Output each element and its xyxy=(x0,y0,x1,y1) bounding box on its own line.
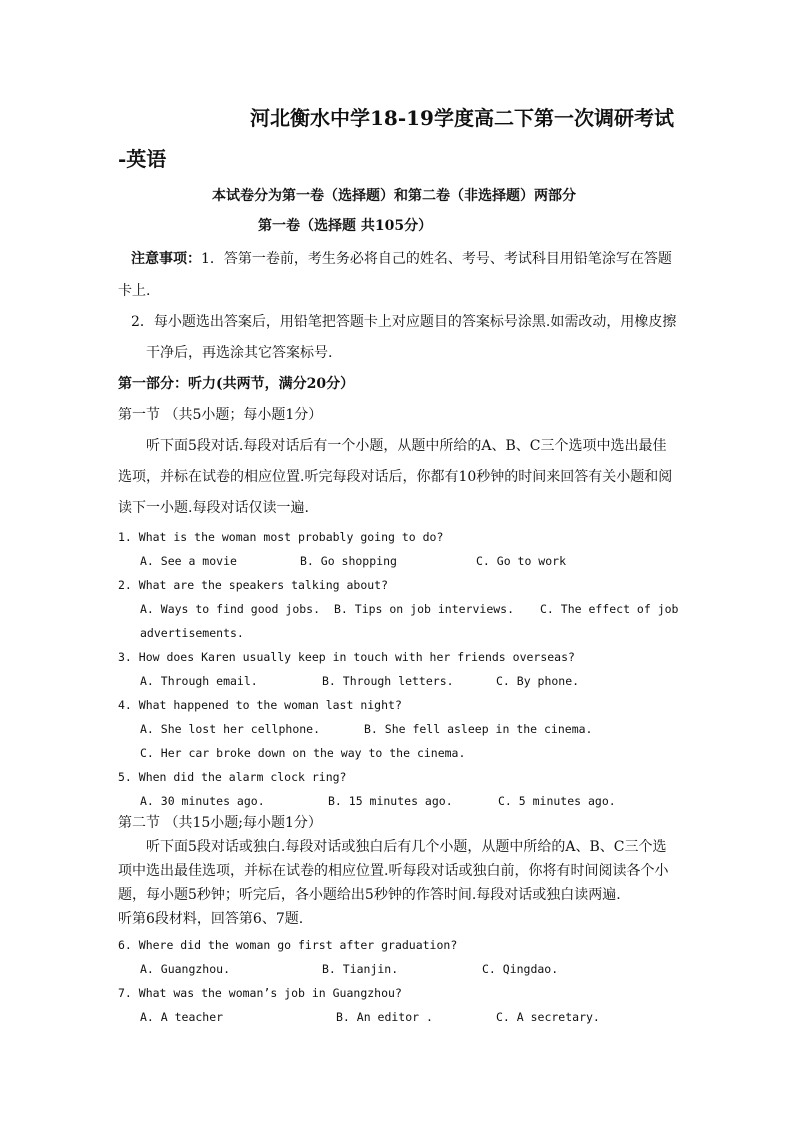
q5-option-b: B. 15 minutes ago. xyxy=(328,794,453,808)
section-2-instruction-2: 项中选出最佳选项，并标在试卷的相应位置.听每段对话或独白前，你将有时间阅读各个小 xyxy=(118,863,669,879)
notice-item-2: 2．每小题选出答案后，用铅笔把答题卡上对应题目的答案标号涂黑.如需改动，用橡皮擦 xyxy=(131,314,677,330)
notice-line-1 xyxy=(131,250,672,268)
exam-subject: -英语 xyxy=(118,147,167,171)
q5-option-c: C. 5 minutes ago. xyxy=(498,794,616,808)
question-1: 1. What is the woman most probably going to do? xyxy=(118,530,444,544)
exam-intro: 本试卷分为第一卷（选择题）和第二卷（非选择题）两部分 xyxy=(212,188,576,204)
question-3: 3. How does Karen usually keep in touch with her friends overseas? xyxy=(118,650,575,664)
section-1-instruction-1: 听下面5段对话.每段对话后有一个小题，从题中所给的A、B、C三个选项中选出最佳 xyxy=(146,438,667,454)
q3-option-c: C. By phone. xyxy=(496,674,580,688)
notice-label: 注意事项： xyxy=(131,251,201,267)
section-1-heading: 第一节 （共5小题；每小题1分） xyxy=(118,407,323,423)
part-1-heading: 第一部分：听力(共两节，满分20分） xyxy=(118,376,355,392)
q4-option-c: C. Her car broke down on the way to the cinema. xyxy=(140,746,466,760)
section-2-instruction-1: 听下面5段对话或独白.每段对话或独白后有几个小题，从题中所给的A、B、C三个选 xyxy=(146,839,667,855)
q4-option-b: B. She fell asleep in the cinema. xyxy=(364,722,593,736)
section-1-instruction-2: 选项，并标在试卷的相应位置.听完每段对话后，你都有10秒钟的时间来回答有关小题和阅 xyxy=(118,469,673,485)
q2-option-a: A. Ways to find good jobs. xyxy=(140,602,321,616)
question-6: 6. Where did the woman go first after graduation? xyxy=(118,938,458,952)
q1-option-c: C. Go to work xyxy=(476,554,567,568)
question-4: 4. What happened to the woman last night? xyxy=(118,698,402,712)
q5-option-a: A. 30 minutes ago. xyxy=(140,794,265,808)
notice-item-1: 1．答第一卷前，考生务必将自己的姓名、考号、考试科目用铅笔涂写在答题 xyxy=(201,251,672,267)
q2-option-c: C. The effect of job xyxy=(540,602,679,616)
notice-item-1-cont: 卡上. xyxy=(118,283,151,299)
q6-option-c: C. Qingdao. xyxy=(482,962,559,976)
question-7: 7. What was the woman’s job in Guangzhou? xyxy=(118,986,402,1000)
material-6-heading: 听第6段材料，回答第6、7题. xyxy=(118,911,304,927)
exam-title: 河北衡水中学18-19学度高二下第一次调研考试 xyxy=(250,106,674,130)
q2-option-b: B. Tips on job interviews. xyxy=(334,602,515,616)
section-2-instruction-3: 题，每小题5秒钟；听完后，各小题给出5秒钟的作答时间.每段对话或独白读两遍. xyxy=(118,887,621,903)
volume-heading: 第一卷（选择题 共105分） xyxy=(258,218,433,234)
section-2-heading: 第二节 （共15小题;每小题1分） xyxy=(118,815,322,831)
q7-option-b: B. An editor . xyxy=(336,1010,433,1024)
q7-option-a: A. A teacher xyxy=(140,1010,224,1024)
q3-option-a: A. Through email. xyxy=(140,674,258,688)
q1-option-b: B. Go shopping xyxy=(300,554,397,568)
q7-option-c: C. A secretary. xyxy=(496,1010,600,1024)
q3-option-b: B. Through letters. xyxy=(322,674,454,688)
question-2: 2. What are the speakers talking about? xyxy=(118,578,389,592)
q6-option-b: B. Tianjin. xyxy=(322,962,399,976)
q1-option-a: A. See a movie xyxy=(140,554,237,568)
notice-item-2-cont: 干净后，再选涂其它答案标号. xyxy=(146,345,333,361)
section-1-instruction-3: 读下一小题.每段对话仅读一遍. xyxy=(118,500,309,516)
question-5: 5. When did the alarm clock ring? xyxy=(118,770,347,784)
q6-option-a: A. Guangzhou. xyxy=(140,962,231,976)
q2-option-c-cont: advertisements. xyxy=(140,626,244,640)
q4-option-a: A. She lost her cellphone. xyxy=(140,722,321,736)
